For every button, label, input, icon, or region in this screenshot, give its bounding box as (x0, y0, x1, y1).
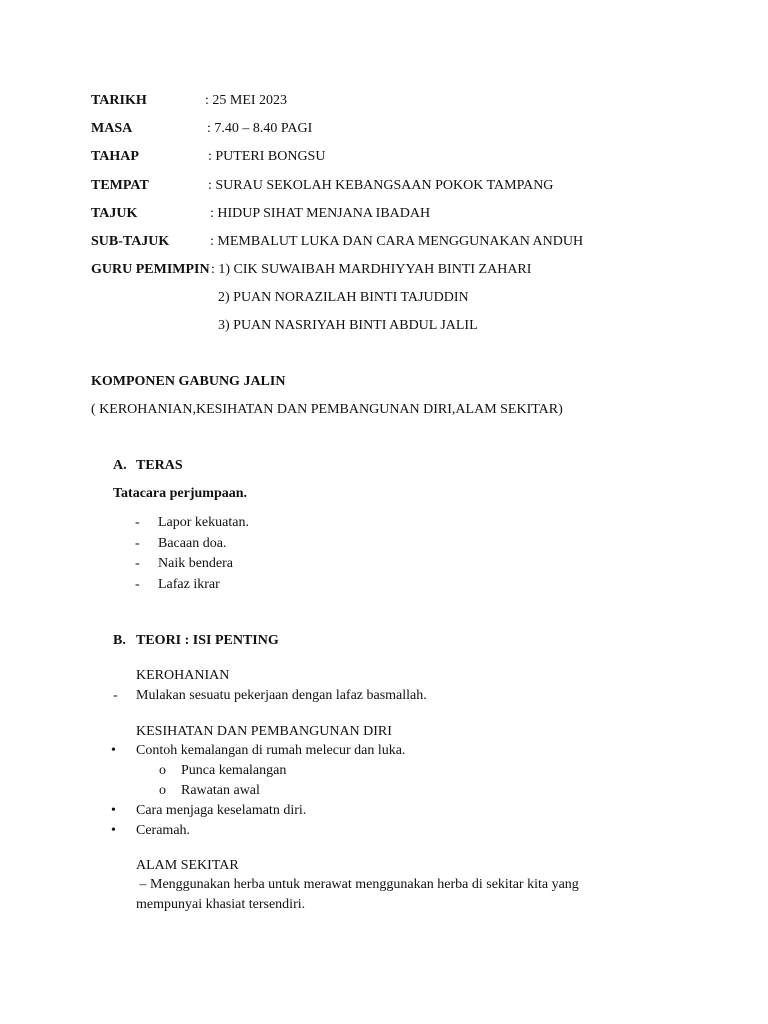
value-tahap: : PUTERI BONGSU (208, 149, 326, 164)
label-tarikh: TARIKH (91, 93, 147, 108)
dash-bullet: - (135, 577, 140, 592)
label-masa: MASA (91, 121, 133, 136)
dash-bullet: - (113, 688, 118, 703)
value-guru-pemimpin: : 1) CIK SUWAIBAH MARDHIYYAH BINTI ZAHARI (211, 262, 532, 277)
list-item: Lapor kekuatan. (158, 515, 249, 530)
sub-bullet: o (159, 783, 166, 798)
section-a-subtitle: Tatacara perjumpaan. (113, 486, 248, 501)
value-tarikh: : 25 MEI 2023 (205, 93, 288, 108)
kesihatan-sub-item: Punca kemalangan (181, 763, 287, 778)
teacher-3: 3) PUAN NASRIYAH BINTI ABDUL JALIL (218, 318, 478, 333)
bullet-dot: • (111, 823, 116, 838)
value-tempat: : SURAU SEKOLAH KEBANGSAAN POKOK TAMPANG (208, 178, 554, 193)
dash-bullet: - (135, 556, 140, 571)
bullet-dot: • (111, 803, 116, 818)
sub-bullet: o (159, 763, 166, 778)
label-tajuk: TAJUK (91, 206, 138, 221)
kesihatan-heading: KESIHATAN DAN PEMBANGUNAN DIRI (136, 724, 392, 739)
section-a-title: TERAS (136, 458, 183, 473)
section-b-marker: B. (113, 633, 126, 648)
kesihatan-item-2: Cara menjaga keselamatn diri. (136, 803, 307, 818)
alam-heading: ALAM SEKITAR (136, 858, 239, 873)
kerohanian-heading: KEROHANIAN (136, 668, 230, 683)
value-tajuk: : HIDUP SIHAT MENJANA IBADAH (210, 206, 431, 221)
kesihatan-sub-item: Rawatan awal (181, 783, 260, 798)
kesihatan-item-3: Ceramah. (136, 823, 191, 838)
label-sub-tajuk: SUB-TAJUK (91, 234, 170, 249)
value-masa: : 7.40 – 8.40 PAGI (207, 121, 313, 136)
dash-bullet: - (135, 515, 140, 530)
teacher-2: 2) PUAN NORAZILAH BINTI TAJUDDIN (218, 290, 469, 305)
label-tahap: TAHAP (91, 149, 139, 164)
dash-bullet: - (135, 536, 140, 551)
komponen-subtitle: ( KEROHANIAN,KESIHATAN DAN PEMBANGUNAN DIRI,ALAM SEKITAR) (91, 402, 563, 417)
kerohanian-item: Mulakan sesuatu pekerjaan dengan lafaz basmallah. (136, 688, 427, 703)
list-item: Naik bendera (158, 556, 234, 571)
value-sub-tajuk: : MEMBALUT LUKA DAN CARA MENGGUNAKAN ANDUH (210, 234, 584, 249)
label-guru-pemimpin: GURU PEMIMPIN (91, 262, 210, 277)
list-item: Lafaz ikrar (158, 577, 220, 592)
section-a-marker: A. (113, 458, 127, 473)
komponen-title: KOMPONEN GABUNG JALIN (91, 374, 286, 389)
label-tempat: TEMPAT (91, 178, 149, 193)
list-item: Bacaan doa. (158, 536, 227, 551)
alam-line-1: – Menggunakan herba untuk merawat menggunakan herba di sekitar kita yang (136, 877, 579, 892)
section-b-title: TEORI : ISI PENTING (136, 633, 279, 648)
alam-line-2: mempunyai khasiat tersendiri. (136, 897, 306, 912)
bullet-dot: • (111, 743, 116, 758)
kesihatan-item-1: Contoh kemalangan di rumah melecur dan luka. (136, 743, 406, 758)
